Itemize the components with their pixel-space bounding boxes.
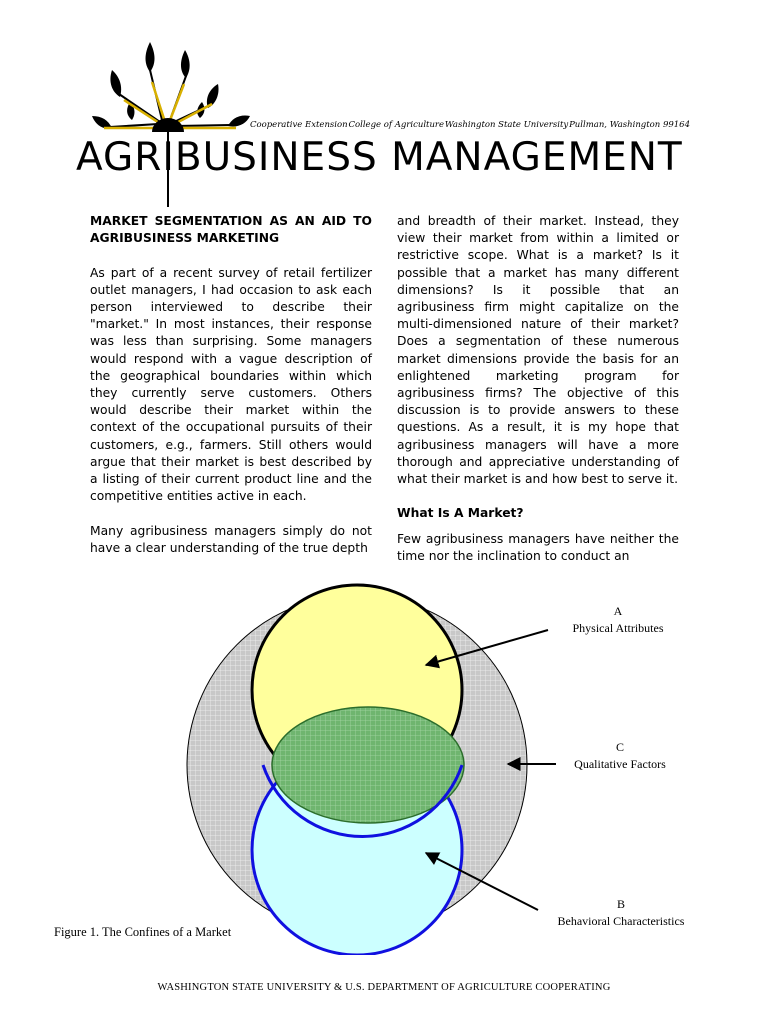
venn-diagram	[0, 575, 768, 955]
figure-caption: Figure 1. The Confines of a Market	[54, 925, 232, 939]
affiliation-extension: Cooperative Extension	[250, 120, 348, 130]
article-title: MARKET SEGMENTATION AS AN AID TO AGRIBUSINESS MARKETING	[90, 214, 372, 246]
label-c-letter: C	[615, 740, 625, 754]
affiliation-address: Pullman, Washington 99164	[569, 120, 690, 130]
affiliation-university: Washington State University	[444, 120, 569, 130]
label-b-text: Behavioral Characteristics	[557, 914, 685, 928]
column-right	[397, 213, 679, 582]
affiliation-line	[250, 120, 690, 130]
column-left	[90, 213, 372, 574]
paragraph: As part of a recent survey of retail fertilizer outlet managers, I had occasion to ask each person interviewed to describe their "market." In most instances, their response was less than surprising. Some managers would respond with a vague description of the geographical boundaries within which they currently serve customers. Others would describe their market within the context of the occupational pursuits of their customers, e.g., farmers. Still others would argue that their market is best described by a listing of their current product line and the competitive entities active in each.	[90, 265, 372, 504]
label-a-letter: A	[613, 604, 623, 618]
paragraph: and breadth of their market. Instead, they view their market from within a limited or restrictive scope. What is a market? Is it possible that a market has many different dimensions? Is it possible that an agribusiness firm might capitalize on the multi-dimensioned nature of their market? Does a segmentation of these numerous market dimensions provide the basis for an enlightened marketing program for agribusiness firms? The objective of this discussion is to provide answers to these questions. As a result, it is my hope that agribusiness managers will have a more thorough and appreciative understanding of what their market is and how best to serve it.	[397, 214, 679, 487]
footer-text: WASHINGTON STATE UNIVERSITY & U.S. DEPARTMENT OF AGRICULTURE COOPERATING	[157, 982, 611, 993]
label-c-text: Qualitative Factors	[574, 757, 666, 771]
wheat-sun-icon	[90, 42, 250, 212]
affiliation-college: College of Agriculture	[348, 120, 445, 130]
masthead-title: AGRIBUSINESS MANAGEMENT	[76, 135, 683, 180]
label-b-letter: B	[616, 897, 626, 911]
label-a-text: Physical Attributes	[572, 621, 664, 635]
paragraph: Many agribusiness managers simply do not have a clear understanding of the true depth	[90, 523, 372, 555]
section-heading: What Is A Market?	[397, 506, 524, 521]
paragraph: Few agribusiness managers have neither the time nor the inclination to conduct an	[397, 531, 679, 563]
